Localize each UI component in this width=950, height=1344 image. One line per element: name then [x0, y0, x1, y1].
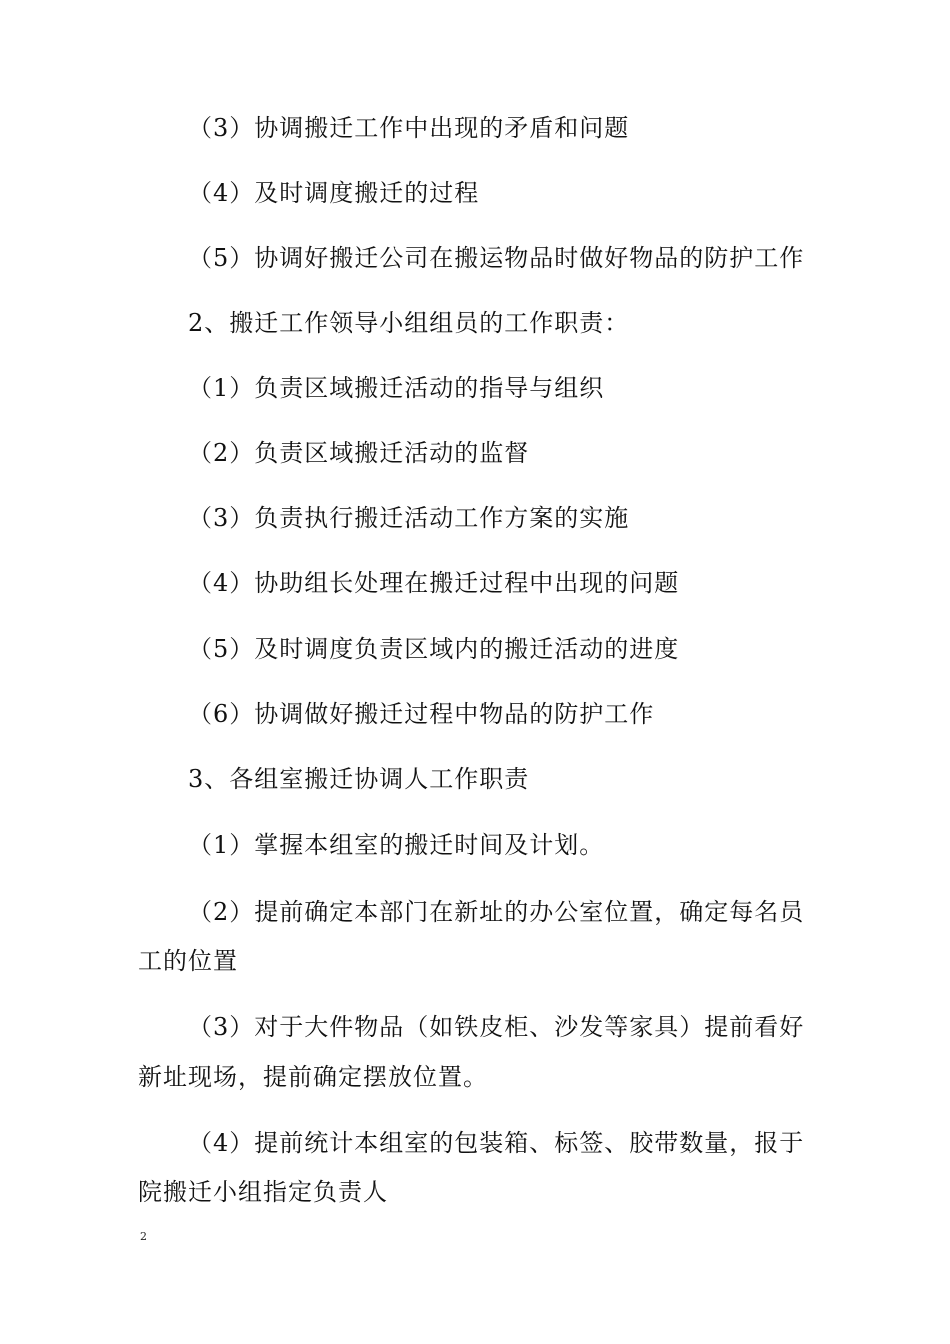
text-line: （4）协助组长处理在搬迁过程中出现的问题	[188, 569, 680, 597]
section-heading: 3、各组室搬迁协调人工作职责	[188, 765, 530, 793]
page-number: 2	[140, 1230, 147, 1243]
text-line-continued: 院搬迁小组指定负责人	[138, 1178, 388, 1206]
text-line: （2）负责区域搬迁活动的监督	[188, 439, 530, 467]
text-line: （3）负责执行搬迁活动工作方案的实施	[188, 504, 630, 532]
text-line: （2）提前确定本部门在新址的办公室位置，确定每名员	[188, 898, 805, 926]
text-line: （5）协调好搬迁公司在搬运物品时做好物品的防护工作	[188, 244, 805, 272]
text-line-continued: 工的位置	[138, 947, 238, 975]
text-line: （6）协调做好搬迁过程中物品的防护工作	[188, 700, 655, 728]
text-line: （3）对于大件物品（如铁皮柜、沙发等家具）提前看好	[188, 1013, 805, 1041]
text-line: （3）协调搬迁工作中出现的矛盾和问题	[188, 114, 630, 142]
text-line: （5）及时调度负责区域内的搬迁活动的进度	[188, 635, 680, 663]
text-line: （1）负责区域搬迁活动的指导与组织	[188, 374, 605, 402]
text-line: （4）提前统计本组室的包装箱、标签、胶带数量，报于	[188, 1129, 805, 1157]
text-line-continued: 新址现场，提前确定摆放位置。	[138, 1063, 488, 1091]
text-line: （4）及时调度搬迁的过程	[188, 179, 480, 207]
section-heading: 2、搬迁工作领导小组组员的工作职责：	[188, 309, 630, 337]
text-line: （1）掌握本组室的搬迁时间及计划。	[188, 831, 605, 859]
